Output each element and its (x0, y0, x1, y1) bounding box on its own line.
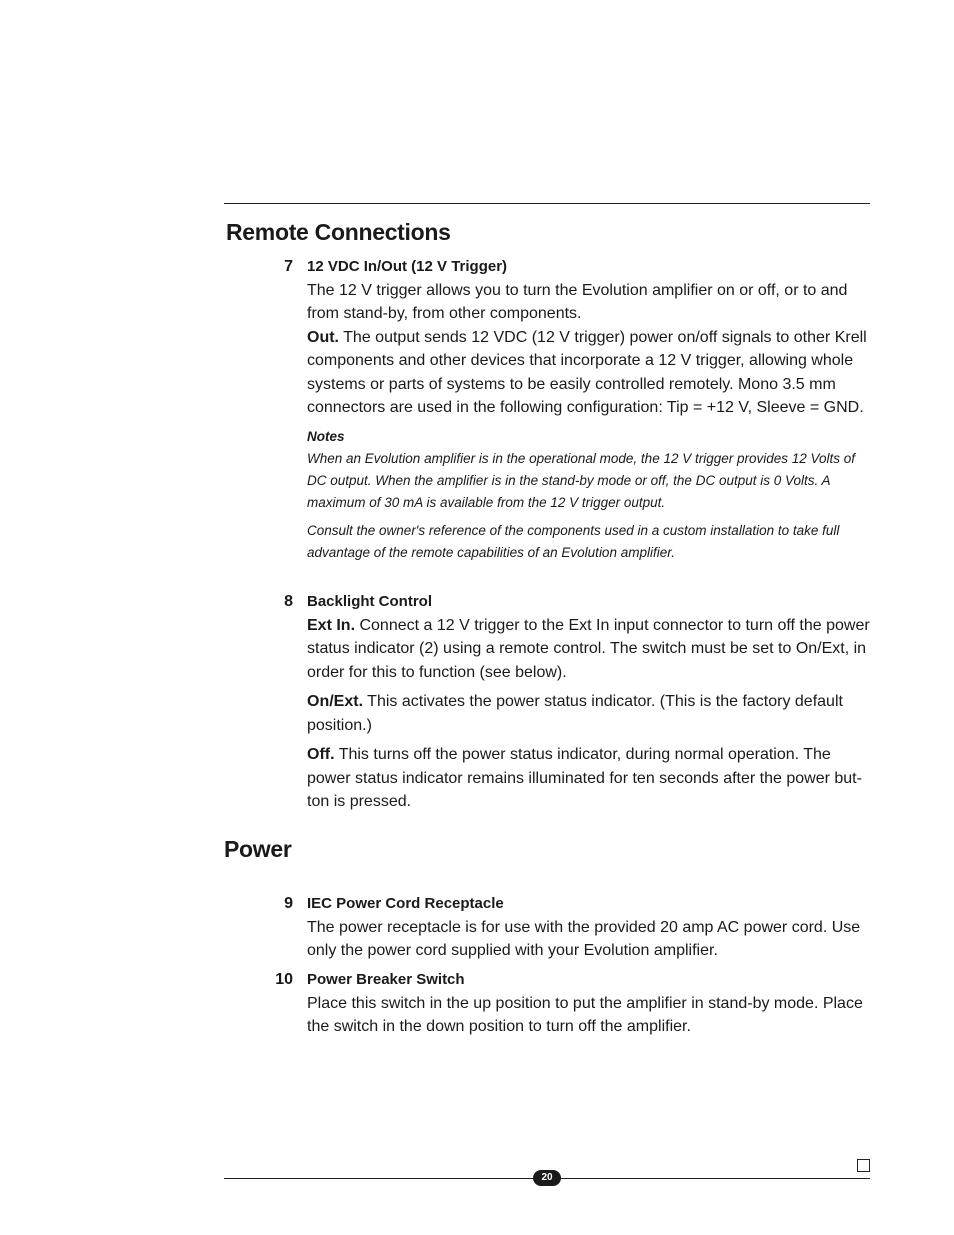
item-iec-receptacle (284, 892, 872, 963)
remote-connections-heading: Remote Connections (226, 219, 451, 245)
item-number: 9 (284, 895, 293, 912)
onext-paragraph (307, 690, 872, 737)
out-text: The output sends 12 VDC (12 V trigger) power on/off signals to other Krell components and other devices that incorporate a 12 V trigger, allowing whole systems or parts of systems to be easily controlled remotely. Mono 3.5 mm connectors are used in the following configuration: Tip = +12 V, Sleeve = GND. (307, 328, 867, 416)
note-2: Consult the owner's reference of the components used in a custom installation to take full advantage of the remote capabilities of an Evolution amplifier. (307, 522, 840, 560)
top-rule (224, 203, 870, 204)
item-intro: The 12 V trigger allows you to turn the Evolution amplifier on or off, or to and from stand-by, from other components. (307, 281, 848, 322)
off-paragraph (307, 743, 872, 814)
item-backlight-control (284, 590, 872, 814)
item-power-breaker (275, 968, 872, 1039)
item-title: Power Breaker Switch (307, 971, 465, 988)
item-text: Place this switch in the up position to put the amplifier in stand-by mode. Place the switch in the down position to turn off the amplifier. (307, 994, 863, 1035)
extin-paragraph (307, 614, 872, 685)
item-number: 8 (284, 593, 293, 610)
power-heading: Power (224, 836, 292, 862)
out-paragraph (307, 326, 872, 420)
page-number: 20 (533, 1170, 561, 1186)
off-text: This turns off the power status indicator, during normal operation. The power status indicator remains illuminated for ten seconds after the power but-ton is pressed. (307, 746, 862, 810)
onext-label: On/Ext. (307, 693, 364, 710)
note-1: When an Evolution amplifier is in the operational mode, the 12 V trigger provides 12 Volts of DC output. When the amplifier is in the stand-by mode or off, the DC output is 0 Volts. A maximum of 30 mA is available from the 12 V trigger output. (307, 450, 856, 510)
item-number: 10 (275, 971, 293, 988)
corner-square-icon (857, 1159, 870, 1172)
item-title: Backlight Control (307, 593, 433, 610)
item-number: 7 (284, 258, 293, 275)
item-title: IEC Power Cord Receptacle (307, 895, 504, 912)
item-title: 12 VDC In/Out (12 V Trigger) (307, 258, 508, 275)
extin-label: Ext In. (307, 616, 356, 634)
onext-text: This activates the power status indicator. (This is the factory default position.) (307, 693, 843, 734)
off-label: Off. (307, 746, 335, 763)
out-label: Out. (307, 328, 339, 346)
item-12v-trigger (284, 255, 872, 564)
extin-text: Connect a 12 V trigger to the Ext In input connector to turn off the power status indicator (2) using a remote control. The switch must be set to On/Ext, in order for this to function (see below). (307, 616, 870, 681)
item-text: The power receptacle is for use with the provided 20 amp AC power cord. Use only the power cord supplied with your Evolution amplifier. (307, 918, 861, 959)
notes-title: Notes (307, 428, 345, 444)
